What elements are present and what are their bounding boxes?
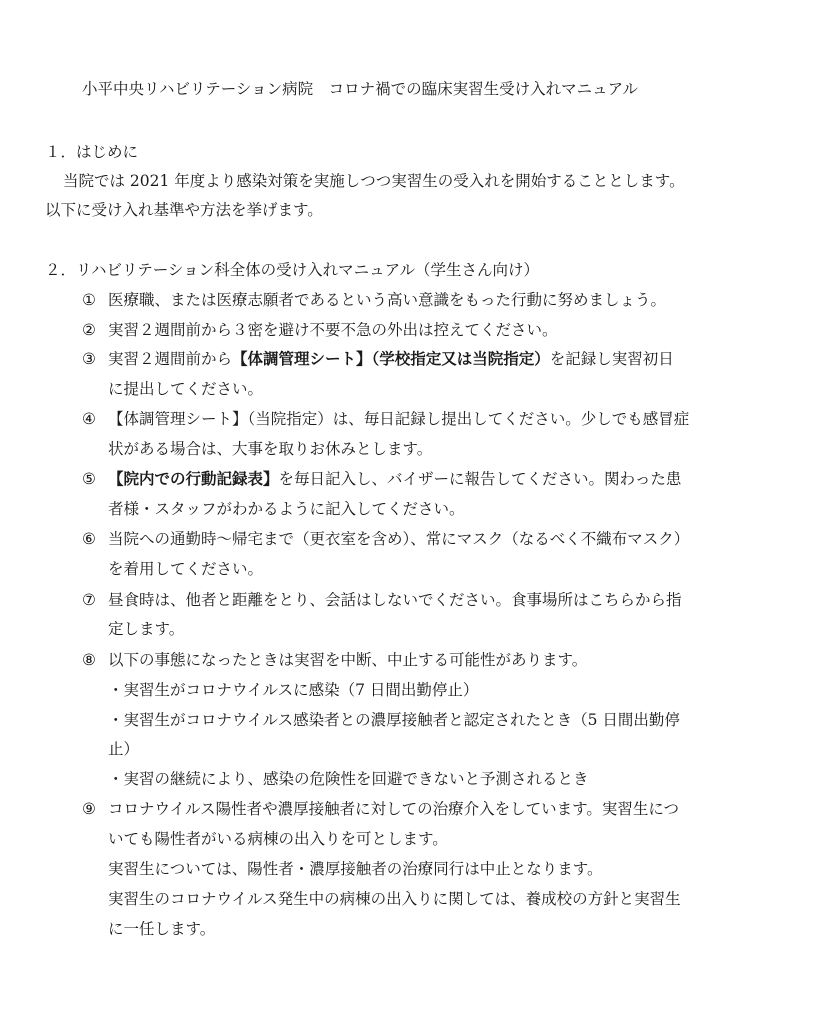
list-item-text: を着用してください。 [108, 560, 264, 578]
list-item-number: ⑤ [82, 470, 96, 488]
list-item-number: ④ [82, 410, 96, 428]
list-item-number: ③ [82, 350, 96, 368]
list-item-text: 医療職、または医療志願者であるという高い意識をもった行動に努めましょう。 [108, 291, 667, 309]
list-item-text [108, 469, 681, 489]
activity-log-emphasis: 【院内での行動記録表】 [108, 469, 279, 488]
section-heading-manual: ２．リハビリテーション科全体の受け入れマニュアル（学生さん向け） [45, 261, 539, 279]
list-item-bullet-continuation: 止） [108, 740, 140, 758]
health-sheet-emphasis: 【体調管理シート】（学校指定又は当院指定） [232, 349, 550, 368]
intro-paragraph-line-2: 以下に受け入れ基準や方法を挙げます。 [45, 201, 323, 219]
list-item-text: 実習生のコロナウイルス発生中の病棟の出入りに関しては、養成校の方針と実習生 [108, 890, 681, 908]
list-item-text: 実習生については、陽性者・濃厚接触者の治療同行は中止となります。 [108, 860, 603, 878]
list-item-text: 【体調管理シート】（当院指定）は、毎日記録し提出してください。少しでも感冒症 [108, 410, 690, 428]
list-item-bullet: ・実習生がコロナウイルスに感染（7 日間出勤停止） [108, 681, 479, 699]
list-item-text: 実習２週間前から３密を避け不要不急の外出は控えてください。 [108, 321, 558, 339]
list-item-text: に一任します。 [108, 920, 216, 938]
list-item-text: 定します。 [108, 620, 185, 638]
list-item-number: ⑨ [82, 800, 96, 818]
list-item-text: 者様・スタッフがわかるように記入してください。 [108, 500, 465, 518]
document-title: 小平中央リハビリテーション病院 コロナ禍での臨床実習生受け入れマニュアル [82, 80, 638, 98]
list-item-text [108, 349, 674, 369]
list-item-text-segment: を記録し実習初日 [549, 350, 674, 368]
list-item-number: ② [82, 321, 96, 339]
section-heading-introduction: １．はじめに [45, 143, 139, 161]
list-item-number: ⑧ [82, 651, 96, 669]
list-item-text: 以下の事態になったときは実習を中断、中止する可能性があります。 [108, 651, 588, 669]
list-item-text: 当院への通勤時～帰宅まで（更衣室を含め）、常にマスク（なるべく不織布マスク） [108, 530, 690, 548]
list-item-text-segment: 実習２週間前から [108, 350, 233, 368]
list-item-number: ⑦ [82, 591, 96, 609]
list-item-text: いても陽性者がいる病棟の出入りを可とします。 [108, 830, 448, 848]
list-item-bullet: ・実習の継続により、感染の危険性を回避できないと予測されるとき [108, 770, 589, 788]
list-item-number: ⑥ [82, 530, 96, 548]
list-item-text: 昼食時は、他者と距離をとり、会話はしないでください。食事場所はこちらから指 [108, 591, 682, 609]
list-item-bullet: ・実習生がコロナウイルス感染者との濃厚接触者と認定されたとき（5 日間出勤停 [108, 711, 680, 729]
list-item-text: に提出してください。 [108, 380, 264, 398]
list-item-number: ① [82, 291, 96, 309]
list-item-text-segment: を毎日記入し、バイザーに報告してください。関わった患 [278, 470, 682, 488]
intro-paragraph-line-1: 当院では 2021 年度より感染対策を実施しつつ実習生の受入れを開始することとします。 [63, 172, 685, 190]
list-item-text: 状がある場合は、大事を取りお休みとします。 [108, 440, 433, 458]
list-item-text: コロナウイルス陽性者や濃厚接触者に対しての治療介入をしています。実習生につ [108, 800, 680, 818]
